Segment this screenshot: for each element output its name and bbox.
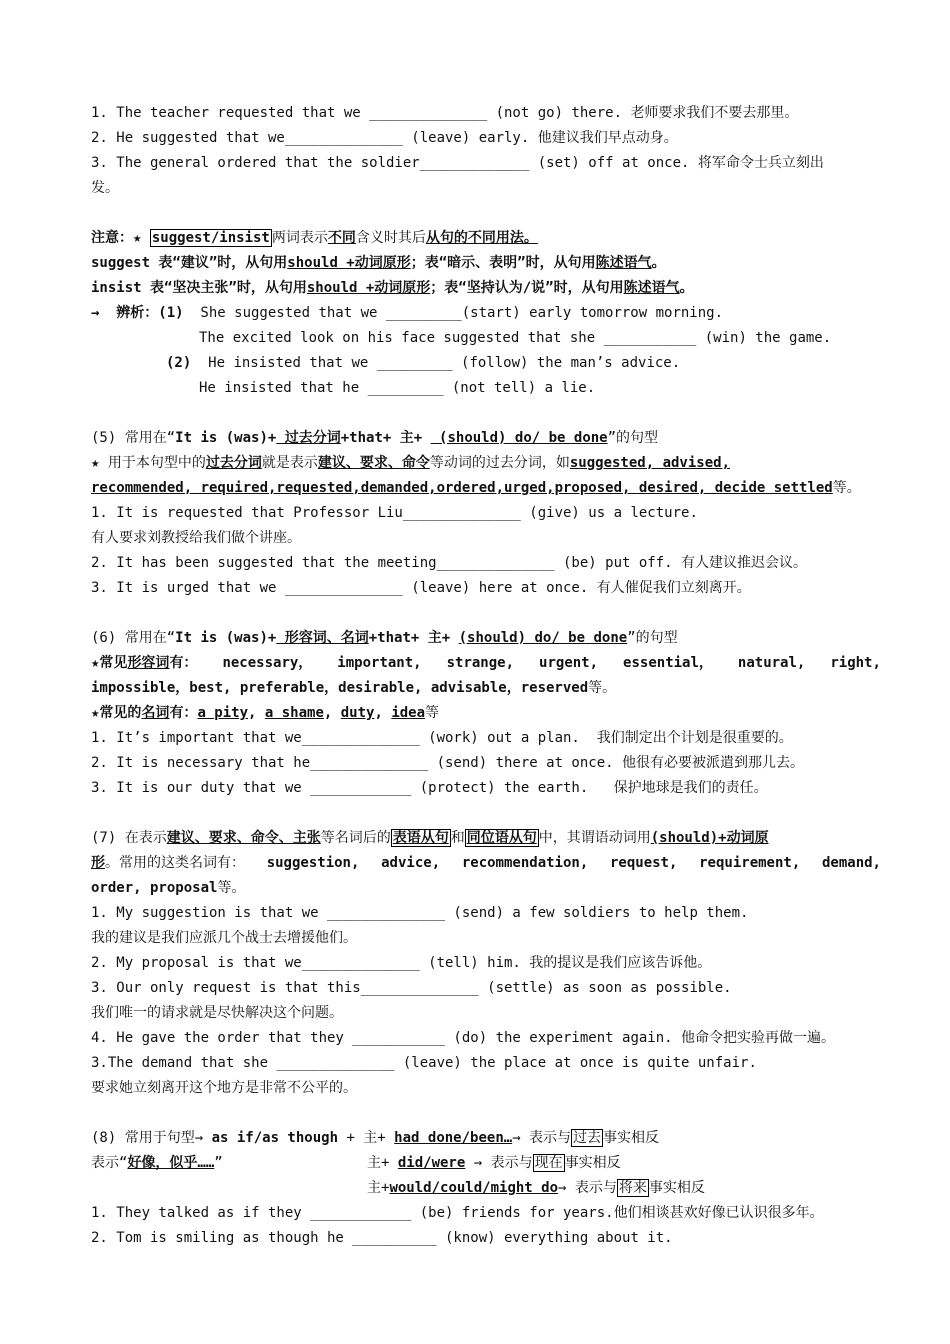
exercise-line-cont: 发。 xyxy=(91,180,119,196)
exercise-line: 2. It is necessary that he______________ (send) there at once. 他很有必要被派遣到那儿去。 xyxy=(91,755,805,771)
noun-list: 形。常用的这类名词有： suggestion, advice, recommendation, request, requirement, demand, xyxy=(91,855,881,871)
document xyxy=(91,101,881,1251)
exercise-translation: 我们唯一的请求就是尽快解决这个问题。 xyxy=(91,1005,343,1021)
discrimination-line: He insisted that he _________ (not tell) a lie. xyxy=(199,380,596,396)
note-rule-suggest: suggest 表“建议”时，从句用should +动词原形；表“暗示、表明”时，从句用陈述语气。 xyxy=(91,255,666,271)
exercise-line: 1. My suggestion is that we ______________ (send) a few soldiers to help them. xyxy=(91,905,749,921)
exercise-line: 3. Our only request is that this______________ (settle) as soon as possible. xyxy=(91,980,732,996)
boxed-term: suggest/insist xyxy=(151,230,270,246)
discrimination-line: (2) He insisted that we _________ (follow) the man’s advice. xyxy=(166,355,681,371)
section-6-heading: (6) 常用在“It is (was)+ 形容词、名词+that+ 主+ (should) do/ be done”的句型 xyxy=(91,630,678,646)
section-5-note: ★ 用于本句型中的过去分词就是表示建议、要求、命令等动词的过去分词，如suggested, advised, xyxy=(91,455,731,471)
exercise-translation: 我的建议是我们应派几个战士去增援他们。 xyxy=(91,930,357,946)
section-8-row: 表示“好像，似乎……” 主+ did/were → 表示与 现在 事实相反 xyxy=(91,1155,621,1171)
section-5-heading: (5) 常用在“It is (was)+ 过去分词+that+ 主+ (should) do/ be done”的句型 xyxy=(91,430,659,446)
exercise-line: 3.The demand that she ______________ (leave) the place at once is quite unfair. xyxy=(91,1055,757,1071)
exercise-line: 1. It is requested that Professor Liu______________ (give) us a lecture. xyxy=(91,505,698,521)
exercise-line: 3. The general ordered that the soldier_____________ (set) off at once. 将军命令士兵立刻出 xyxy=(91,155,824,171)
section-7-heading: (7) 在表示建议、要求、命令、主张等名词后的 表语从句 和 同位语从句 中，其谓语动词用(should)+动词原 xyxy=(91,830,769,846)
section-8-row: 主+would/could/might do→ 表示与 将来 事实相反 xyxy=(367,1180,705,1196)
exercise-line: 1. They talked as if they ____________ (be) friends for years.他们相谈甚欢好像已认识很多年。 xyxy=(91,1205,824,1221)
section-5-note-cont: recommended, required,requested,demanded,ordered,urged,proposed, desired, decide settled等。 xyxy=(91,480,861,496)
exercise-line: 2. Tom is smiling as though he __________ (know) everything about it. xyxy=(91,1230,673,1246)
adjective-list: ★常见形容词有： necessary， important, strange, urgent, essential， natural, right, xyxy=(91,655,881,671)
noun-list: ★常见的名词有：a pity, a shame, duty, idea等 xyxy=(91,705,440,721)
exercise-translation: 有人要求刘教授给我们做个讲座。 xyxy=(91,530,301,546)
exercise-line: 2. He suggested that we______________ (leave) early. 他建议我们早点动身。 xyxy=(91,130,678,146)
exercise-line: 3. It is urged that we ______________ (leave) here at once. 有人催促我们立刻离开。 xyxy=(91,580,751,596)
discrimination-line: → 辨析：(1) She suggested that we _________(start) early tomorrow morning. xyxy=(91,305,724,321)
note-rule-insist: insist 表“坚决主张”时，从句用should +动词原形；表“坚持认为/说”时，从句用陈述语气。 xyxy=(91,280,694,296)
exercise-line: 2. It has been suggested that the meeting______________ (be) put off. 有人建议推迟会议。 xyxy=(91,555,808,571)
exercise-line: 1. It’s important that we______________ (work) out a plan. 我们制定出个计划是很重要的。 xyxy=(91,730,793,746)
section-8-heading: (8) 常用于句型→ as if/as though + 主+ had done/been…→ 表示与 过去 事实相反 xyxy=(91,1130,660,1146)
adjective-list-cont: impossible，best, preferable，desirable, advisable，reserved等。 xyxy=(91,680,617,696)
discrimination-line: The excited look on his face suggested that she ___________ (win) the game. xyxy=(199,330,832,346)
noun-list-cont: order, proposal等。 xyxy=(91,880,246,896)
exercise-line: 3. It is our duty that we ____________ (protect) the earth. 保护地球是我们的责任。 xyxy=(91,780,768,796)
exercise-translation: 要求她立刻离开这个地方是非常不公平的。 xyxy=(91,1080,357,1096)
note-heading: 注意：★ suggest/insist 两词表示不同含义时其后从句的不同用法。 xyxy=(91,230,538,246)
exercise-line: 4. He gave the order that they ___________ (do) the experiment again. 他命令把实验再做一遍。 xyxy=(91,1030,836,1046)
exercise-line: 1. The teacher requested that we ______________ (not go) there. 老师要求我们不要去那里。 xyxy=(91,105,799,121)
exercise-line: 2. My proposal is that we______________ (tell) him. 我的提议是我们应该告诉他。 xyxy=(91,955,712,971)
